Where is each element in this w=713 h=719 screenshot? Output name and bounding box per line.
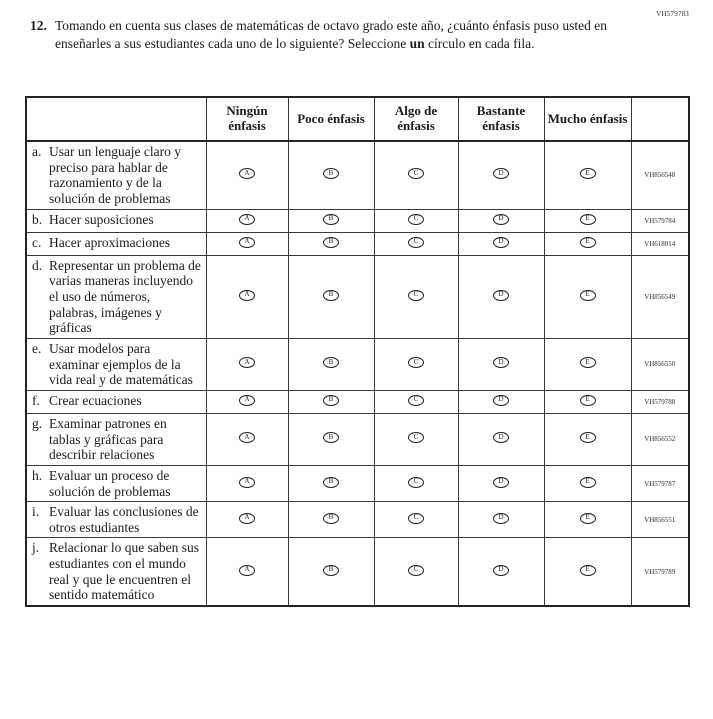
row-stem-wrap (32, 235, 202, 251)
option-cell-algo-de-enfasis (374, 502, 458, 538)
row-stem-text: Examinar patrones en tablas y gráficas para describir relaciones (49, 415, 167, 463)
radio-algo-de-enfasis[interactable] (408, 513, 424, 524)
radio-mucho-enfasis[interactable] (580, 214, 596, 225)
radio-letter: B (328, 237, 334, 246)
option-cell-ningun-enfasis (206, 255, 288, 338)
radio-mucho-enfasis[interactable] (580, 237, 596, 248)
radio-letter: C (413, 290, 419, 299)
radio-letter: D (498, 433, 504, 442)
row-stem (26, 465, 206, 501)
radio-ningun-enfasis[interactable] (239, 395, 255, 406)
option-cell-ningun-enfasis (206, 338, 288, 390)
row-stem-wrap (32, 468, 202, 499)
radio-letter: C (413, 477, 419, 486)
row-stem (26, 255, 206, 338)
radio-bastante-enfasis[interactable] (493, 477, 509, 488)
radio-mucho-enfasis[interactable] (580, 290, 596, 301)
question-text (55, 17, 607, 53)
table-row (26, 538, 689, 606)
row-letter: j. (32, 540, 40, 556)
table-row (26, 338, 689, 390)
radio-letter: B (328, 290, 334, 299)
option-cell-bastante-enfasis (458, 465, 544, 501)
option-cell-algo-de-enfasis (374, 232, 458, 255)
row-stem (26, 209, 206, 232)
row-letter: g. (32, 415, 43, 431)
row-stem (26, 390, 206, 413)
radio-ningun-enfasis[interactable] (239, 477, 255, 488)
row-stem-wrap (32, 144, 202, 207)
radio-letter: B (328, 477, 334, 486)
radio-letter: B (328, 433, 334, 442)
table-row (26, 232, 689, 255)
row-stem-text: Hacer suposiciones (49, 211, 154, 227)
radio-ningun-enfasis[interactable] (239, 214, 255, 225)
row-code: VH856549 (631, 255, 689, 338)
option-cell-mucho-enfasis (544, 502, 631, 538)
radio-letter: C (413, 565, 419, 574)
row-letter: a. (32, 144, 42, 159)
row-stem-wrap (32, 540, 202, 603)
row-stem-wrap (32, 212, 202, 228)
option-cell-algo-de-enfasis (374, 390, 458, 413)
radio-bastante-enfasis[interactable] (493, 290, 509, 301)
radio-ningun-enfasis[interactable] (239, 565, 255, 576)
row-stem-wrap (32, 341, 202, 388)
radio-letter: A (244, 169, 250, 178)
option-cell-mucho-enfasis (544, 141, 631, 209)
radio-letter: D (498, 214, 504, 223)
option-cell-algo-de-enfasis (374, 538, 458, 606)
row-code: VH579787 (631, 465, 689, 501)
option-cell-ningun-enfasis (206, 413, 288, 465)
option-cell-bastante-enfasis (458, 502, 544, 538)
radio-bastante-enfasis[interactable] (493, 432, 509, 443)
radio-algo-de-enfasis[interactable] (408, 477, 424, 488)
option-cell-poco-enfasis (288, 209, 374, 232)
table-row (26, 255, 689, 338)
option-cell-ningun-enfasis (206, 232, 288, 255)
form-code-top: VH579783 (656, 10, 689, 18)
option-cell-algo-de-enfasis (374, 338, 458, 390)
option-cell-mucho-enfasis (544, 390, 631, 413)
radio-letter: E (585, 290, 590, 299)
radio-poco-enfasis[interactable] (323, 214, 339, 225)
option-cell-bastante-enfasis (458, 141, 544, 209)
option-cell-bastante-enfasis (458, 338, 544, 390)
option-cell-bastante-enfasis (458, 390, 544, 413)
radio-algo-de-enfasis[interactable] (408, 565, 424, 576)
option-cell-mucho-enfasis (544, 338, 631, 390)
radio-letter: B (328, 513, 334, 522)
radio-letter: C (413, 358, 419, 367)
row-stem (26, 538, 206, 606)
option-cell-mucho-enfasis (544, 232, 631, 255)
radio-letter: B (328, 169, 334, 178)
radio-ningun-enfasis[interactable] (239, 237, 255, 248)
row-stem (26, 338, 206, 390)
radio-ningun-enfasis[interactable] (239, 290, 255, 301)
question-bold-word: un (409, 35, 425, 51)
row-stem-wrap (32, 504, 202, 535)
radio-ningun-enfasis[interactable] (239, 357, 255, 368)
row-letter: h. (32, 467, 43, 483)
radio-algo-de-enfasis[interactable] (408, 214, 424, 225)
option-cell-bastante-enfasis (458, 413, 544, 465)
option-cell-algo-de-enfasis (374, 255, 458, 338)
option-cell-poco-enfasis (288, 465, 374, 501)
radio-letter: C (413, 237, 419, 246)
radio-letter: D (498, 477, 504, 486)
row-letter: b. (32, 211, 43, 227)
row-code: VH856551 (631, 502, 689, 538)
radio-bastante-enfasis[interactable] (493, 214, 509, 225)
radio-letter: A (244, 433, 250, 442)
radio-letter: E (585, 395, 590, 404)
radio-bastante-enfasis[interactable] (493, 565, 509, 576)
radio-letter: B (328, 395, 334, 404)
row-stem-text: Relacionar lo que saben sus estudiantes con el mundo real y que le encuentren el sentido matemático (49, 540, 199, 603)
row-stem-text: Hacer aproximaciones (49, 234, 171, 250)
radio-letter: A (244, 237, 250, 246)
radio-poco-enfasis[interactable] (323, 168, 339, 179)
row-letter: c. (32, 234, 42, 250)
row-letter: e. (32, 340, 42, 356)
option-cell-ningun-enfasis (206, 141, 288, 209)
radio-bastante-enfasis[interactable] (493, 168, 509, 179)
radio-letter: B (328, 358, 334, 367)
table-row (26, 502, 689, 538)
row-stem-wrap (32, 416, 202, 463)
radio-algo-de-enfasis[interactable] (408, 432, 424, 443)
radio-mucho-enfasis[interactable] (580, 357, 596, 368)
option-cell-poco-enfasis (288, 502, 374, 538)
radio-poco-enfasis[interactable] (323, 395, 339, 406)
radio-letter: E (585, 237, 590, 246)
option-cell-poco-enfasis (288, 413, 374, 465)
radio-letter: C (413, 169, 419, 178)
row-stem (26, 232, 206, 255)
row-code: VH856552 (631, 413, 689, 465)
header-empty-stem (26, 97, 206, 141)
option-cell-poco-enfasis (288, 255, 374, 338)
table-row (26, 413, 689, 465)
table-row (26, 141, 689, 209)
row-stem-wrap (32, 258, 202, 336)
radio-bastante-enfasis[interactable] (493, 513, 509, 524)
radio-letter: D (498, 513, 504, 522)
row-code: VH579789 (631, 538, 689, 606)
radio-mucho-enfasis[interactable] (580, 477, 596, 488)
radio-poco-enfasis[interactable] (323, 477, 339, 488)
header-ningun-enfasis: Ningún énfasis (206, 97, 288, 141)
header-empty-code (631, 97, 689, 141)
radio-letter: D (498, 395, 504, 404)
radio-letter: C (413, 433, 419, 442)
row-letter: d. (32, 257, 43, 273)
option-cell-poco-enfasis (288, 338, 374, 390)
radio-letter: E (585, 477, 590, 486)
option-cell-poco-enfasis (288, 390, 374, 413)
radio-algo-de-enfasis[interactable] (408, 290, 424, 301)
row-stem-wrap (32, 393, 202, 409)
row-stem (26, 413, 206, 465)
radio-algo-de-enfasis[interactable] (408, 395, 424, 406)
radio-letter: D (498, 358, 504, 367)
option-cell-ningun-enfasis (206, 502, 288, 538)
row-stem-text: Representar un problema de varias maneras incluyendo el uso de números, palabras, imágenes y gráficas (49, 257, 201, 336)
radio-mucho-enfasis[interactable] (580, 395, 596, 406)
option-cell-mucho-enfasis (544, 209, 631, 232)
row-stem-text: Usar un lenguaje claro y preciso para hablar de razonamiento y de la solución de problemas (49, 144, 181, 206)
option-cell-algo-de-enfasis (374, 413, 458, 465)
radio-letter: E (585, 513, 590, 522)
radio-poco-enfasis[interactable] (323, 565, 339, 576)
option-cell-algo-de-enfasis (374, 465, 458, 501)
row-stem-text: Evaluar un proceso de solución de problemas (49, 467, 171, 499)
header-row (26, 97, 689, 141)
option-cell-mucho-enfasis (544, 538, 631, 606)
radio-poco-enfasis[interactable] (323, 513, 339, 524)
radio-letter: A (244, 477, 250, 486)
radio-bastante-enfasis[interactable] (493, 357, 509, 368)
radio-mucho-enfasis[interactable] (580, 513, 596, 524)
radio-letter: D (498, 565, 504, 574)
option-cell-poco-enfasis (288, 538, 374, 606)
radio-ningun-enfasis[interactable] (239, 432, 255, 443)
radio-letter: D (498, 290, 504, 299)
row-letter: i. (32, 504, 40, 520)
radio-algo-de-enfasis[interactable] (408, 357, 424, 368)
emphasis-matrix-table (25, 96, 690, 607)
radio-ningun-enfasis[interactable] (239, 168, 255, 179)
option-cell-ningun-enfasis (206, 390, 288, 413)
radio-poco-enfasis[interactable] (323, 290, 339, 301)
radio-letter: A (244, 358, 250, 367)
option-cell-ningun-enfasis (206, 538, 288, 606)
row-stem-text: Usar modelos para examinar ejemplos de la vida real y de matemáticas (49, 340, 193, 388)
radio-poco-enfasis[interactable] (323, 237, 339, 248)
radio-letter: A (244, 565, 250, 574)
radio-mucho-enfasis[interactable] (580, 432, 596, 443)
radio-letter: B (328, 565, 334, 574)
option-cell-bastante-enfasis (458, 538, 544, 606)
radio-letter: E (585, 433, 590, 442)
radio-letter: E (585, 169, 590, 178)
row-code: VH579784 (631, 209, 689, 232)
radio-algo-de-enfasis[interactable] (408, 237, 424, 248)
radio-letter: C (413, 513, 419, 522)
header-algo-de-enfasis: Algo de énfasis (374, 97, 458, 141)
table-row (26, 465, 689, 501)
option-cell-algo-de-enfasis (374, 209, 458, 232)
radio-ningun-enfasis[interactable] (239, 513, 255, 524)
question-text-start: Tomando en cuenta sus clases de matemáticas de octavo grado este año, ¿cuánto énfasis puso usted en enseñarles a sus estudiantes cada uno de lo siguiente? Seleccione (55, 18, 607, 51)
option-cell-bastante-enfasis (458, 232, 544, 255)
row-stem (26, 502, 206, 538)
radio-letter: C (413, 214, 419, 223)
radio-letter: E (585, 358, 590, 367)
radio-bastante-enfasis[interactable] (493, 395, 509, 406)
option-cell-poco-enfasis (288, 141, 374, 209)
option-cell-mucho-enfasis (544, 465, 631, 501)
row-stem-text: Evaluar las conclusiones de otros estudiantes (49, 504, 199, 535)
option-cell-bastante-enfasis (458, 255, 544, 338)
row-letter: f. (32, 392, 40, 408)
radio-letter: E (585, 565, 590, 574)
table-row (26, 390, 689, 413)
row-code: VH618014 (631, 232, 689, 255)
radio-mucho-enfasis[interactable] (580, 565, 596, 576)
radio-letter: A (244, 395, 250, 404)
radio-letter: B (328, 214, 334, 223)
question-number: 12. (30, 18, 47, 33)
radio-letter: D (498, 169, 504, 178)
radio-poco-enfasis[interactable] (323, 357, 339, 368)
radio-algo-de-enfasis[interactable] (408, 168, 424, 179)
header-poco-enfasis: Poco énfasis (288, 97, 374, 141)
radio-letter: A (244, 513, 250, 522)
radio-letter: C (413, 395, 419, 404)
header-mucho-enfasis: Mucho énfasis (544, 97, 631, 141)
radio-letter: A (244, 290, 250, 299)
option-cell-mucho-enfasis (544, 413, 631, 465)
option-cell-algo-de-enfasis (374, 141, 458, 209)
option-cell-ningun-enfasis (206, 465, 288, 501)
row-code: VH856548 (631, 141, 689, 209)
option-cell-ningun-enfasis (206, 209, 288, 232)
matrix-body (26, 141, 689, 606)
radio-letter: E (585, 214, 590, 223)
option-cell-mucho-enfasis (544, 255, 631, 338)
option-cell-poco-enfasis (288, 232, 374, 255)
table-row (26, 209, 689, 232)
radio-letter: D (498, 237, 504, 246)
radio-bastante-enfasis[interactable] (493, 237, 509, 248)
row-code: VH856550 (631, 338, 689, 390)
question-block (30, 17, 615, 53)
radio-mucho-enfasis[interactable] (580, 168, 596, 179)
row-stem-text: Crear ecuaciones (49, 392, 142, 408)
row-stem (26, 141, 206, 209)
question-text-end: círculo en cada fila. (424, 35, 535, 51)
radio-letter: A (244, 214, 250, 223)
header-bastante-enfasis: Bastante énfasis (458, 97, 544, 141)
row-code: VH579788 (631, 390, 689, 413)
option-cell-bastante-enfasis (458, 209, 544, 232)
radio-poco-enfasis[interactable] (323, 432, 339, 443)
